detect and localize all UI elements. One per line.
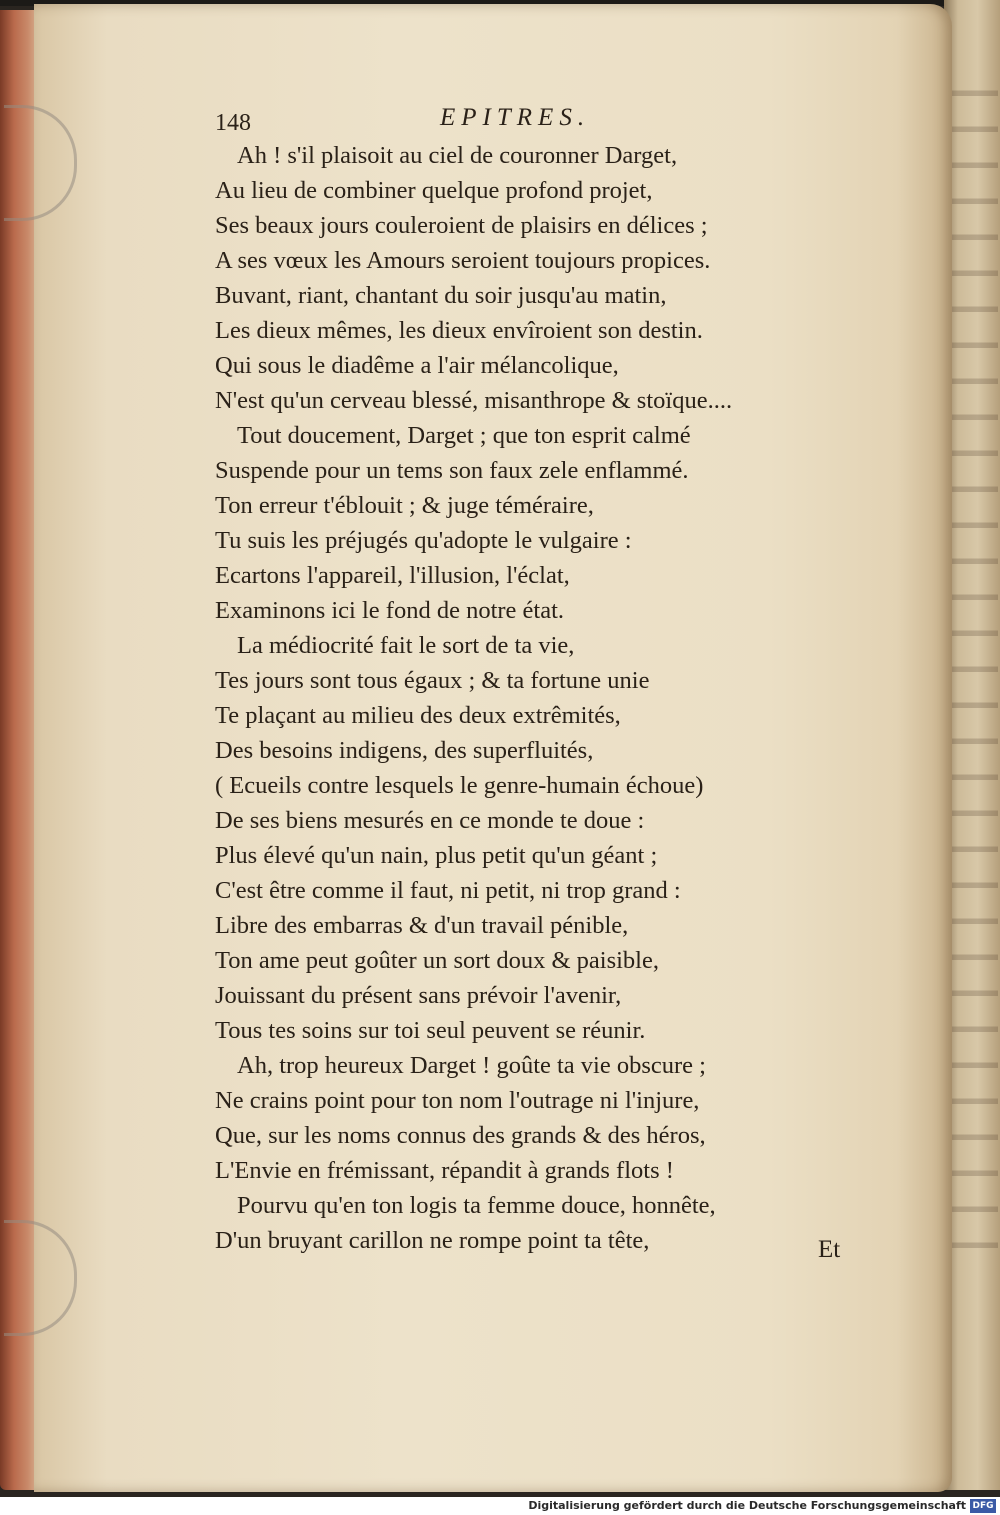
verse-line: A ses vœux les Amours seroient toujours propices. [215, 247, 711, 274]
verse-line: Tu suis les préjugés qu'adopte le vulgaire : [215, 527, 632, 554]
verse-line: Examinons ici le fond de notre état. [215, 597, 565, 624]
verse-line: De ses biens mesurés en ce monde te doue : [215, 807, 645, 834]
verse-line: L'Envie en frémissant, répandit à grands flots ! [215, 1157, 674, 1184]
facing-page-show-through [950, 60, 998, 1260]
verse-line: Libre des embarras & d'un travail pénible, [215, 912, 629, 939]
verse-body [215, 138, 855, 1258]
verse-line: N'est qu'un cerveau blessé, misanthrope & stoïque.... [215, 387, 733, 414]
verse-line: Buvant, riant, chantant du soir jusqu'au matin, [215, 282, 667, 309]
verse-line: Ses beaux jours couleroient de plaisirs en délices ; [215, 212, 708, 239]
verse-line: D'un bruyant carillon ne rompe point ta tête, [215, 1227, 650, 1254]
verse-line: Jouissant du présent sans prévoir l'avenir, [215, 982, 622, 1009]
verse-line: Tes jours sont tous égaux ; & ta fortune unie [215, 667, 650, 694]
verse-line: C'est être comme il faut, ni petit, ni trop grand : [215, 877, 681, 904]
dfg-logo-icon: DFG [970, 1499, 996, 1513]
verse-line: Qui sous le diadême a l'air mélancolique, [215, 352, 619, 379]
page-text-block [215, 100, 855, 1258]
verse-line: Ne crains point pour ton nom l'outrage ni l'injure, [215, 1087, 700, 1114]
digitization-footer [0, 1497, 1000, 1515]
verse-line: Tous tes soins sur toi seul peuvent se réunir. [215, 1017, 646, 1044]
verse-line: Ton ame peut goûter un sort doux & paisible, [215, 947, 659, 974]
verse-line: Les dieux mêmes, les dieux envîroient son destin. [215, 317, 703, 344]
verse-line: Des besoins indigens, des superfluités, [215, 737, 594, 764]
verse-line: Au lieu de combiner quelque profond projet, [215, 177, 653, 204]
verse-line: Ah, trop heureux Darget ! goûte ta vie obscure ; [237, 1052, 706, 1079]
verse-line: ( Ecueils contre lesquels le genre-humain échoue) [215, 772, 704, 799]
verse-line: Tout doucement, Darget ; que ton esprit calmé [237, 422, 691, 449]
verse-line: Te plaçant au milieu des deux extrêmités, [215, 702, 621, 729]
verse-line: Suspende pour un tems son faux zele enflammé. [215, 457, 689, 484]
page-header [215, 100, 855, 138]
verse-line: Ah ! s'il plaisoit au ciel de couronner Darget, [237, 142, 678, 169]
verse-line: Ecartons l'appareil, l'illusion, l'éclat, [215, 562, 570, 589]
verse-line: Plus élevé qu'un nain, plus petit qu'un géant ; [215, 842, 658, 869]
page-number: 148 [215, 110, 251, 136]
footer-credit: Digitalisierung gefördert durch die Deutsche Forschungsgemeinschaft [528, 1499, 966, 1512]
verse-line: Pourvu qu'en ton logis ta femme douce, honnête, [237, 1192, 716, 1219]
running-head: EPITRES. [440, 104, 591, 131]
verse-line: Ton erreur t'éblouit ; & juge téméraire, [215, 492, 594, 519]
verse-line: La médiocrité fait le sort de ta vie, [237, 632, 575, 659]
verse-line: Que, sur les noms connus des grands & des héros, [215, 1122, 706, 1149]
catchword: Et [818, 1236, 841, 1263]
